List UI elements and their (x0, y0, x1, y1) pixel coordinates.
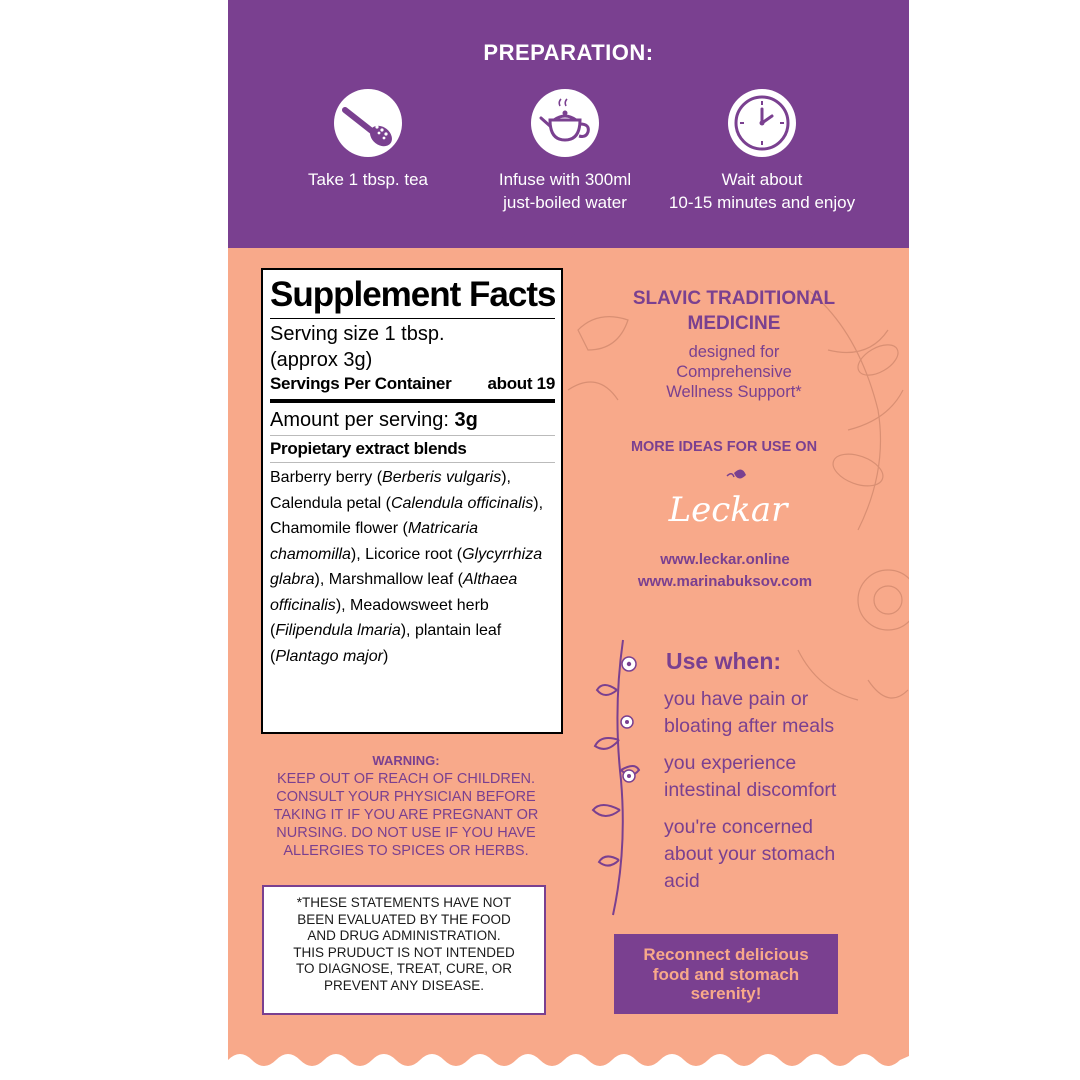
spoon-icon (333, 88, 403, 158)
divider (270, 318, 555, 319)
serving-size-line2: (approx 3g) (270, 349, 373, 371)
url-marinabuksov[interactable]: www.marinabuksov.com (637, 573, 813, 590)
warning-title: WARNING: (372, 753, 440, 768)
clock-icon (727, 88, 797, 158)
cta-banner: Reconnect delicious food and stomach serenity! (614, 934, 838, 1014)
ingredient: Calendula petal (Calendula officinalis), (270, 494, 544, 512)
step-2-text: Infuse with 300ml just-boiled water (498, 170, 632, 212)
fda-disclaimer: *THESE STATEMENTS HAVE NOT BEEN EVALUATED BY THE FOOD AND DRUG ADMINISTRATION. THIS PRUDUCT IS NOT INTENDED TO DIAGNOSE, TREAT, CURE, OR PREVENT ANY DISEASE. (262, 885, 546, 1015)
designed-for-text: designed for Comprehensive Wellness Support* (666, 343, 802, 401)
use-when-item: you experience intestinal discomfort (664, 752, 837, 801)
step-1-text: Take 1 tbsp. tea (307, 170, 429, 189)
ingredient: plantain leaf (Plantago major) (270, 622, 502, 665)
divider (270, 462, 555, 463)
ingredient: Licorice root (Glycyrrhiza glabra), (270, 545, 543, 588)
amount-label: Amount per serving: (270, 409, 455, 431)
facts-title: Supplement Facts (270, 275, 556, 314)
slavic-heading: SLAVIC TRADITIONAL MEDICINE (632, 288, 836, 334)
use-when-title: Use when: (666, 648, 782, 674)
step-3-text: Wait about 10-15 minutes and enjoy (668, 170, 856, 212)
ingredient-list (270, 465, 555, 669)
use-when-item: you're concerned about your stomach acid (664, 816, 836, 892)
bottom-wave-edge (228, 1042, 909, 1080)
preparation-title: PREPARATION: (483, 40, 654, 65)
divider (270, 399, 555, 403)
amount-value: 3g (454, 409, 478, 431)
ingredient: Meadowsweet herb (Filipendula lmaria), (270, 596, 489, 639)
product-label (228, 0, 909, 1080)
top-wave-edge (228, 226, 909, 250)
url-leckar[interactable]: www.leckar.online (660, 551, 790, 568)
serving-size-line1: Serving size 1 tbsp. (270, 323, 445, 345)
leckar-logo (664, 463, 794, 543)
preparation-section (228, 0, 909, 248)
amount-per-serving (270, 407, 555, 433)
teapot-icon (530, 88, 600, 158)
servings-value: about 19 (487, 374, 555, 393)
ingredient: Chamomile flower (Matricaria chamomilla), (270, 520, 479, 563)
logo-text: Leckar (668, 490, 788, 530)
servings-label: Servings Per Container (270, 374, 452, 393)
supplement-facts-panel (261, 268, 563, 734)
ingredient: Barberry berry (Berberis vulgaris), (270, 469, 511, 486)
blend-title: Propietary extract blends (270, 439, 467, 458)
servings-per-container (270, 373, 555, 395)
divider (270, 435, 555, 436)
flower-branch-icon (583, 630, 643, 920)
use-when-item: you have pain or bloating after meals (664, 688, 835, 737)
ingredient: Marshmallow leaf (Althaea officinalis), (270, 571, 518, 614)
more-ideas-text: MORE IDEAS FOR USE ON (630, 439, 818, 455)
warning-text: WARNING: KEEP OUT OF REACH OF CHILDREN. CONSULT YOUR PHYSICIAN BEFORE TAKING IT IF YOU ARE PREGNANT OR NURSING. DO NOT USE IF YOU HAVE ALLERGIES TO SPICES OR HERBS. (256, 752, 556, 860)
